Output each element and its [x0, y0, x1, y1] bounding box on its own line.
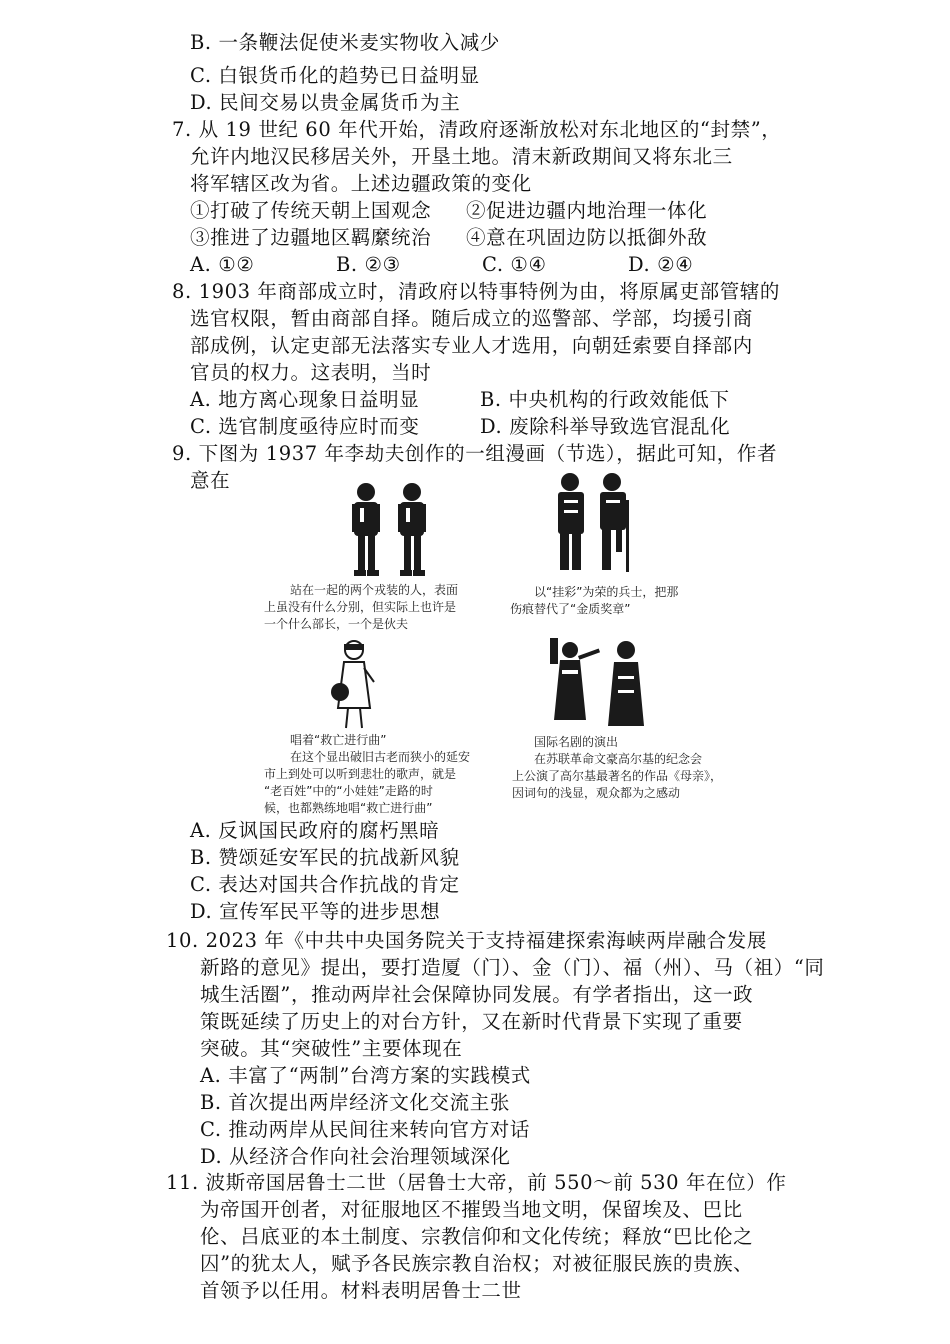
caption-top-left: 站在一起的两个戎装的人，表面: [290, 583, 459, 597]
q7-stem-line: 7. 从 19 世纪 60 年代开始，清政府逐渐放松对东北地区的“封禁”，: [172, 118, 782, 141]
q9-option-b: B. 赞颂延安军民的抗战新风貌: [190, 846, 460, 869]
q6-option-c: C. 白银货币化的趋势已日益明显: [190, 64, 480, 87]
q9-stem-line: 意在: [190, 469, 231, 492]
q7-item-1: ①打破了传统天朝上国观念: [190, 199, 432, 222]
q10-option-c: C. 推动两岸从民间往来转向官方对话: [200, 1118, 530, 1141]
caption-top-right: 以“挂彩”为荣的兵士，把那: [534, 585, 679, 599]
q10-stem-line: 城生活圈”，推动两岸社会保障协同发展。有学者指出，这一政: [200, 983, 754, 1006]
q7-option-b: B. ②③: [336, 253, 401, 276]
q8-stem-line: 选官权限，暂由商部自择。随后成立的巡警部、学部，均援引商: [190, 307, 753, 330]
q9-option-a: A. 反讽国民政府的腐朽黑暗: [190, 819, 440, 842]
q8-option-d: D. 废除科举导致选官混乱化: [480, 415, 731, 438]
q8-option-c: C. 选官制度亟待应时而变: [190, 415, 420, 438]
cartoon-wounded-soldiers: [540, 470, 716, 578]
q10-stem-line: 10. 2023 年《中共中央国务院关于支持福建探索海峡两岸融合发展: [166, 929, 767, 952]
caption-top-left: 一个什么部长，一个是伙夫: [264, 617, 409, 631]
q10-stem-line: 突破。其“突破性”主要体现在: [200, 1037, 463, 1060]
caption-bottom-left: “老百姓”中的“小娃娃”走路的时: [264, 784, 433, 798]
q9-option-d: D. 宣传军民平等的进步思想: [190, 900, 441, 923]
q7-item-2: ②促进边疆内地治理一体化: [466, 199, 708, 222]
q10-option-a: A. 丰富了“两制”台湾方案的实践模式: [200, 1064, 531, 1087]
q10-option-b: B. 首次提出两岸经济文化交流主张: [200, 1091, 510, 1114]
caption-top-right: 伤痕替代了“金质奖章”: [510, 602, 631, 616]
caption-bottom-left: 市上到处可以听到悲壮的歌声，就是: [264, 767, 457, 781]
q11-stem-line: 首领予以任用。材料表明居鲁士二世: [200, 1279, 522, 1302]
q7-stem-line: 允许内地汉民移居关外，开垦土地。清末新政期间又将东北三: [190, 145, 733, 168]
cartoon-two-uniformed-men: [308, 478, 484, 582]
q10-stem-line: 策既延续了历史上的对台方针，又在新时代背景下实现了重要: [200, 1010, 743, 1033]
q11-stem-line: 为帝国开创者，对征服地区不摧毁当地文明，保留埃及、巴比: [200, 1198, 743, 1221]
q10-option-d: D. 从经济合作向社会治理领域深化: [200, 1145, 511, 1168]
q8-stem-line: 8. 1903 年商部成立时，清政府以特事特例为由，将原属吏部管辖的: [172, 280, 781, 303]
q7-item-4: ④意在巩固边防以抵御外敌: [466, 226, 708, 249]
caption-bottom-left: 在这个显出破旧古老而狭小的延安: [290, 750, 471, 764]
caption-bottom-right: 上公演了高尔基最著名的作品《母亲》，: [512, 769, 723, 783]
cartoon-child-singing: [310, 636, 400, 732]
caption-bottom-right: 因词句的浅显，观众都为之感动: [512, 786, 681, 800]
q8-option-a: A. 地方离心现象日益明显: [190, 388, 420, 411]
q10-stem-line: 新路的意见》提出，要打造厦（门）、金（门）、福（州）、马（祖）“同: [200, 956, 825, 979]
cartoon-stage-performance: [540, 636, 670, 732]
caption-bottom-right: 在苏联革命文豪高尔基的纪念会: [534, 752, 703, 766]
caption-bottom-left: 候，也都熟练地唱“救亡进行曲”: [264, 801, 433, 815]
q8-stem-line: 部成例，认定吏部无法落实专业人才选用，向朝廷索要自择部内: [190, 334, 753, 357]
q6-option-d: D. 民间交易以贵金属货币为主: [190, 91, 461, 114]
q7-item-3: ③推进了边疆地区羁縻统治: [190, 226, 432, 249]
q7-option-a: A. ①②: [190, 253, 255, 276]
q9-stem-line: 9. 下图为 1937 年李劫夫创作的一组漫画（节选），据此可知，作者: [172, 442, 778, 465]
caption-bottom-left: 唱着“救亡进行曲”: [290, 733, 387, 747]
caption-top-left: 上虽没有什么分别，但实际上也许是: [264, 600, 457, 614]
caption-bottom-right: 国际名剧的演出: [534, 735, 619, 749]
q11-stem-line: 囚”的犹太人，赋予各民族宗教自治权；对被征服民族的贵族、: [200, 1252, 754, 1275]
q11-stem-line: 伦、吕底亚的本土制度、宗教信仰和文化传统；释放“巴比伦之: [200, 1225, 754, 1248]
q7-option-d: D. ②④: [628, 253, 694, 276]
q9-option-c: C. 表达对国共合作抗战的肯定: [190, 873, 460, 896]
q7-option-c: C. ①④: [482, 253, 547, 276]
q11-stem-line: 11. 波斯帝国居鲁士二世（居鲁士大帝，前 550～前 530 年在位）作: [166, 1171, 787, 1194]
q8-stem-line: 官员的权力。这表明，当时: [190, 361, 432, 384]
q7-stem-line: 将军辖区改为省。上述边疆政策的变化: [190, 172, 532, 195]
q6-cut-line: [0, 0, 950, 54]
q6-option-b: B. 一条鞭法促使米麦实物收入减少: [190, 31, 500, 54]
q8-option-b: B. 中央机构的行政效能低下: [480, 388, 730, 411]
